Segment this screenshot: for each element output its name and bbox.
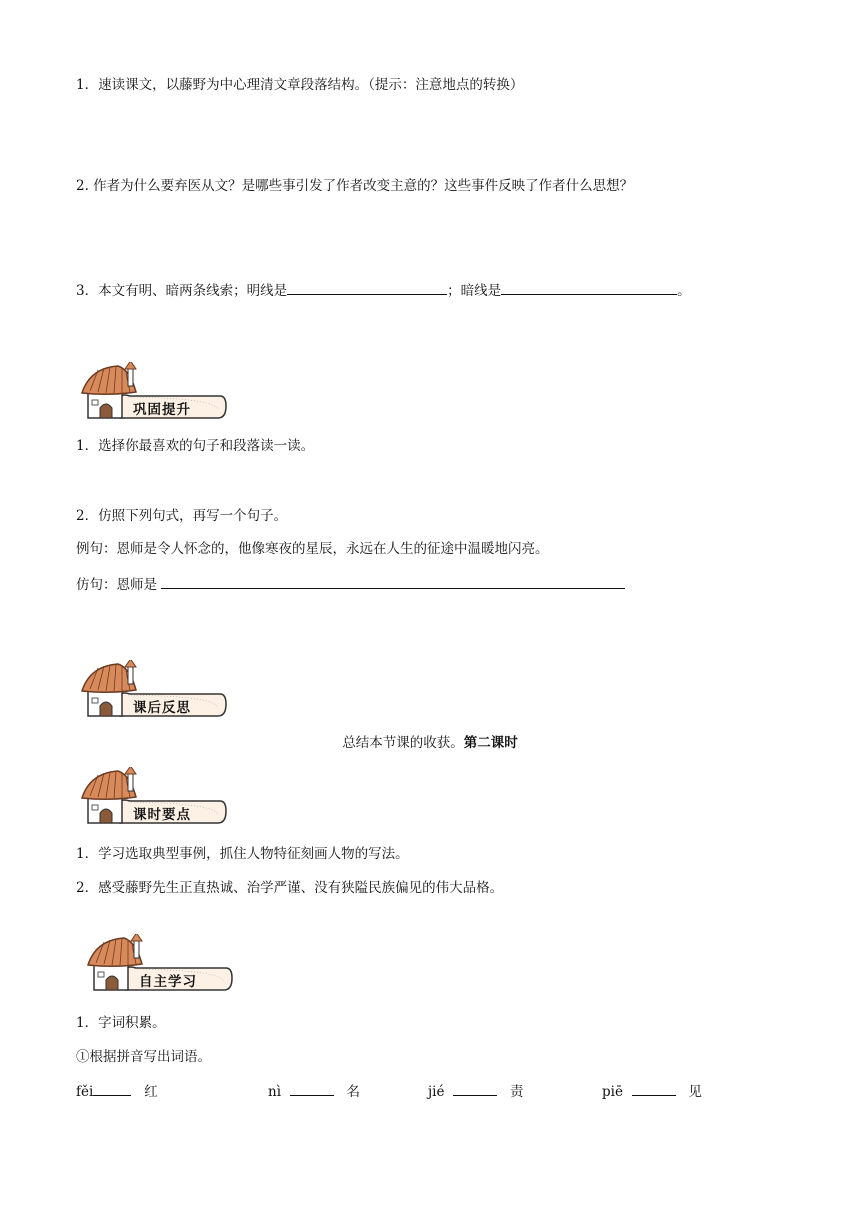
self-study-sub-1: ①根据拼音写出词语。	[76, 1049, 211, 1065]
section-reflection	[80, 660, 230, 720]
section-key-points	[80, 767, 230, 827]
pinyin-char: 红	[144, 1084, 158, 1100]
example-sentence: 例句：恩师是令人怀念的，他像寒夜的星辰，永远在人生的征途中温暖地闪亮。	[76, 541, 549, 557]
imitate-prefix: 仿句：恩师是	[76, 577, 162, 593]
pinyin-text: piē	[602, 1084, 628, 1100]
self-study-question-1: 1．字词积累。	[76, 1015, 166, 1031]
section-title: 课后反思	[133, 700, 191, 716]
question-2: 2. 作者为什么要弃医从文？是哪些事引发了作者改变主意的？这些事件反映了作者什么思想？	[76, 178, 634, 194]
reflection-line	[0, 734, 860, 752]
consolidate-question-1: 1．选择你最喜欢的句子和段落读一读。	[76, 438, 315, 454]
pinyin-answer-blank[interactable]	[453, 1082, 497, 1096]
imitate-answer-blank[interactable]	[161, 574, 625, 589]
pinyin-text: fěi	[76, 1084, 94, 1100]
pinyin-item	[602, 1082, 702, 1101]
consolidate-question-2: 2．仿照下列句式，再写一个句子。	[76, 508, 288, 524]
pinyin-text: nì	[268, 1084, 286, 1100]
section-consolidate	[80, 362, 230, 422]
clue-implicit-blank[interactable]	[501, 280, 677, 295]
pinyin-answer-blank[interactable]	[93, 1082, 131, 1096]
question-1: 1．速读课文，以藤野为中心理清文章段落结构。（提示：注意地点的转换）	[76, 77, 524, 93]
pinyin-item	[268, 1082, 360, 1101]
key-point-1: 1．学习选取典型事例，抓住人物特征刻画人物的写法。	[76, 846, 409, 862]
clue-explicit-blank[interactable]	[287, 280, 447, 295]
question-3-middle: ；暗线是	[447, 283, 502, 299]
imitate-sentence	[76, 574, 625, 594]
pinyin-char: 见	[688, 1084, 702, 1100]
pinyin-answer-blank[interactable]	[632, 1082, 676, 1096]
question-3	[76, 280, 691, 300]
question-3-prefix: 3．本文有明、暗两条线索；明线是	[76, 283, 288, 299]
pinyin-item	[76, 1082, 158, 1101]
lesson-title: 第二课时	[463, 735, 518, 751]
question-3-end: 。	[677, 283, 691, 299]
pinyin-text: jié	[428, 1084, 449, 1100]
reflection-summary: 总结本节课的收获。	[342, 735, 464, 751]
pinyin-char: 名	[346, 1084, 360, 1100]
section-title: 课时要点	[133, 807, 191, 823]
section-title: 巩固提升	[133, 402, 191, 418]
pinyin-char: 责	[509, 1084, 524, 1100]
pinyin-answer-blank[interactable]	[290, 1082, 334, 1096]
section-title: 自主学习	[139, 974, 197, 990]
section-self-study	[86, 934, 236, 994]
pinyin-item	[428, 1082, 523, 1101]
key-point-2: 2．感受藤野先生正直热诚、治学严谨、没有狭隘民族偏见的伟大品格。	[76, 880, 504, 896]
